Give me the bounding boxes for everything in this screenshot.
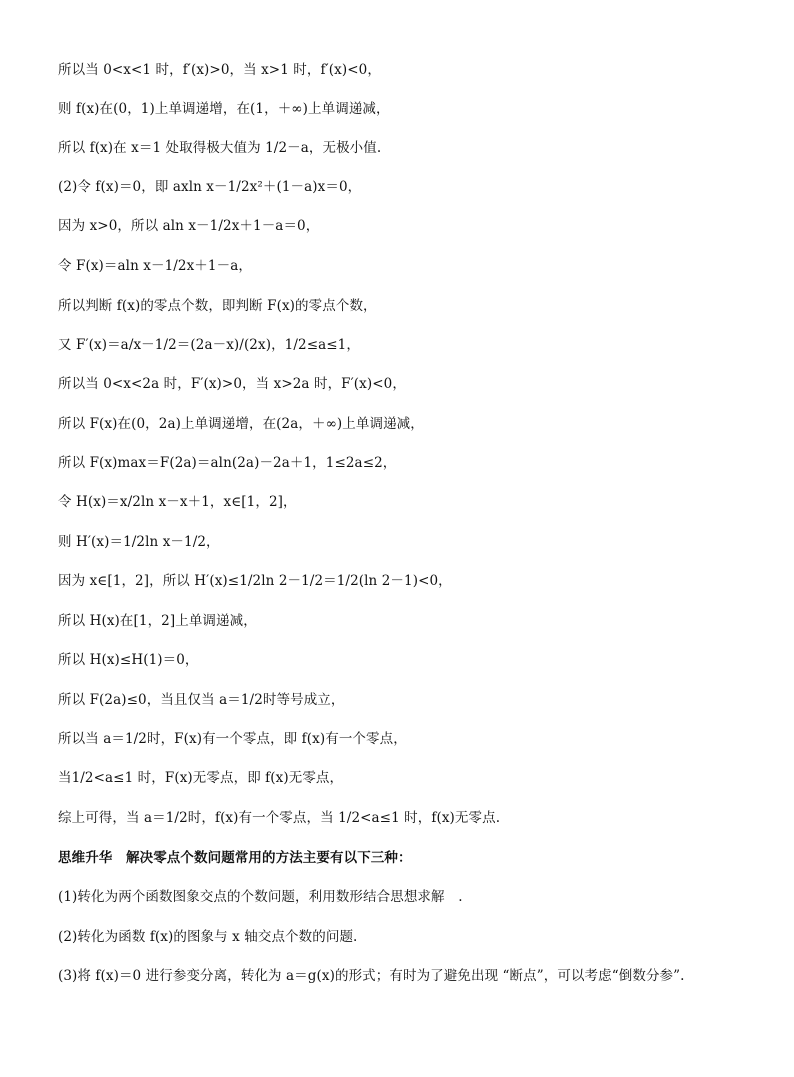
text-line-8: 又 F′(x)＝a/x－1/2＝(2a－x)/(2x)，1/2≤a≤1，: [58, 337, 360, 353]
text-line-15: 所以 H(x)在[1，2]上单调递减，: [58, 613, 257, 629]
text-line-16: 所以 H(x)≤H(1)＝0，: [58, 652, 199, 668]
text-line-1: 所以当 0<x<1 时，f′(x)>0，当 x>1 时，f′(x)<0，: [58, 62, 381, 78]
text-line-10: 所以 F(x)在(0，2a)上单调递增，在(2a，＋∞)上单调递减，: [58, 416, 424, 432]
text-line-22: (1)转化为两个函数图象交点的个数问题，利用数形结合思想求解 .: [58, 889, 463, 905]
text-line-17: 所以 F(2a)≤0，当且仅当 a＝1/2时等号成立，: [58, 692, 345, 708]
text-line-24: (3)将 f(x)＝0 进行参变分离，转化为 a＝g(x)的形式；有时为了避免出现 “断点”，可以考虑“倒数分参”.: [58, 968, 685, 984]
text-line-11: 所以 F(x)max＝F(2a)＝aln(2a)－2a＋1，1≤2a≤2，: [58, 455, 397, 471]
text-line-14: 因为 x∈[1，2]，所以 H′(x)≤1/2ln 2－1/2＝1/2(ln 2－1)<0，: [58, 573, 452, 589]
text-line-5: 因为 x>0，所以 aln x－1/2x＋1－a＝0，: [58, 218, 320, 234]
text-line-3: 所以 f(x)在 x＝1 处取得极大值为 1/2－a，无极小值.: [58, 140, 382, 156]
text-line-13: 则 H′(x)＝1/2ln x－1/2，: [58, 534, 220, 550]
text-line-9: 所以当 0<x<2a 时，F′(x)>0，当 x>2a 时，F′(x)<0，: [58, 376, 406, 392]
text-line-19: 当1/2<a≤1 时，F(x)无零点，即 f(x)无零点，: [58, 770, 344, 786]
text-line-20: 综上可得，当 a＝1/2时，f(x)有一个零点，当 1/2<a≤1 时，f(x)无零点.: [58, 810, 501, 826]
text-line-2: 则 f(x)在(0，1)上单调递增，在(1，＋∞)上单调递减，: [58, 101, 390, 117]
summary-heading: 思维升华 解决零点个数问题常用的方法主要有以下三种：: [58, 850, 412, 866]
text-line-4: (2)令 f(x)＝0，即 axln x－1/2x²＋(1－a)x＝0，: [58, 179, 362, 195]
text-line-7: 所以判断 f(x)的零点个数，即判断 F(x)的零点个数，: [58, 298, 377, 314]
text-line-18: 所以当 a＝1/2时，F(x)有一个零点，即 f(x)有一个零点，: [58, 731, 407, 747]
text-line-6: 令 F(x)＝aln x－1/2x＋1－a，: [58, 258, 252, 274]
text-line-23: (2)转化为函数 f(x)的图象与 x 轴交点个数的问题.: [58, 929, 358, 945]
text-line-12: 令 H(x)＝x/2ln x－x＋1，x∈[1，2]，: [58, 494, 297, 510]
